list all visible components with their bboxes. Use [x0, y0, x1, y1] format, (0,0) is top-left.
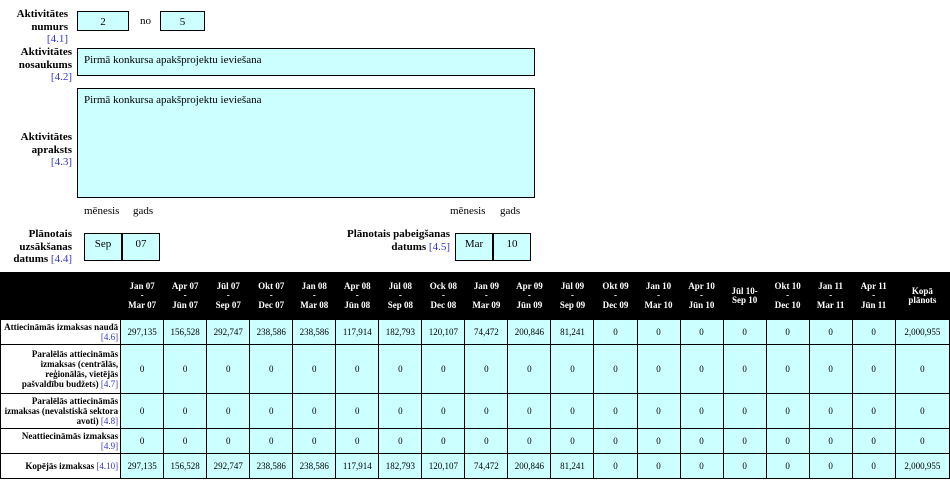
column-header: Apr 07 - Jūn 07 [164, 273, 207, 320]
activity-number-from-input[interactable]: 2 [77, 11, 129, 31]
activity-name-ref: [4.2] [50, 71, 72, 84]
table-cell[interactable]: 120,107 [422, 320, 465, 345]
table-cell[interactable]: 0 [508, 394, 551, 429]
activity-number-no-label: no [140, 15, 151, 27]
row-total-cell: 2,000,955 [895, 320, 949, 345]
column-header: Apr 10 - Jūn 10 [680, 273, 723, 320]
start-date-label-text: Plānotais uzsākšanas datums [13, 228, 72, 266]
table-cell[interactable]: 238,586 [250, 454, 293, 479]
column-header: Okt 07 - Dec 07 [250, 273, 293, 320]
table-cell[interactable]: 0 [723, 429, 766, 454]
column-header: Apr 11 - Jūn 11 [852, 273, 895, 320]
table-row [1, 320, 950, 345]
end-year-input[interactable]: 10 [493, 233, 531, 261]
table-cell[interactable]: 0 [594, 394, 637, 429]
table-cell[interactable]: 74,472 [465, 454, 508, 479]
column-header: Jūl 07 - Sep 07 [207, 273, 250, 320]
table-cell[interactable]: 0 [594, 320, 637, 345]
table-cell[interactable]: 0 [379, 345, 422, 394]
table-cell[interactable]: 0 [852, 345, 895, 394]
table-cell[interactable]: 0 [766, 320, 809, 345]
table-cell[interactable]: 0 [551, 429, 594, 454]
table-corner-cell [1, 273, 121, 320]
table-cell[interactable]: 0 [852, 454, 895, 479]
table-row [1, 429, 950, 454]
end-month-caption: mēnesis [450, 205, 486, 217]
table-cell[interactable]: 297,135 [121, 454, 164, 479]
table-cell[interactable]: 0 [637, 454, 680, 479]
table-cell[interactable]: 156,528 [164, 454, 207, 479]
end-date-ref: [4.5] [428, 240, 450, 253]
activity-name-input[interactable]: Pirmā konkursa apakšprojektu ieviešana [77, 48, 535, 76]
table-cell[interactable]: 0 [680, 429, 723, 454]
table-cell[interactable]: 0 [680, 454, 723, 479]
column-header: Apr 09 - Jūn 09 [508, 273, 551, 320]
table-cell[interactable]: 0 [594, 454, 637, 479]
table-cell[interactable]: 0 [336, 345, 379, 394]
table-cell[interactable]: 0 [852, 394, 895, 429]
start-month-caption: mēnesis [84, 205, 120, 217]
row-label: Paralēlās attiecināmās izmaksas (nevalstiskā sektora avoti) [4.8] [1, 394, 121, 429]
table-cell[interactable]: 0 [250, 394, 293, 429]
table-row [1, 345, 950, 394]
start-year-caption: gads [133, 205, 154, 217]
table-cell[interactable]: 0 [336, 429, 379, 454]
table-cell[interactable]: 0 [508, 345, 551, 394]
table-cell[interactable]: 0 [594, 345, 637, 394]
table-cell[interactable]: 0 [637, 429, 680, 454]
column-header: Jan 11 - Mar 11 [809, 273, 852, 320]
table-cell[interactable]: 0 [809, 345, 852, 394]
table-cell[interactable]: 0 [723, 320, 766, 345]
table-cell[interactable]: 0 [250, 429, 293, 454]
column-header: Ock 08 - Dec 08 [422, 273, 465, 320]
budget-table [0, 272, 950, 479]
table-cell[interactable]: 0 [766, 429, 809, 454]
budget-table-container [0, 272, 950, 479]
table-cell[interactable]: 200,846 [508, 454, 551, 479]
table-cell[interactable]: 292,747 [207, 320, 250, 345]
table-cell[interactable]: 0 [293, 394, 336, 429]
column-header: Jan 10 - Mar 10 [637, 273, 680, 320]
table-cell[interactable]: 74,472 [465, 320, 508, 345]
table-header-row [1, 273, 950, 320]
table-cell[interactable]: 81,241 [551, 320, 594, 345]
column-header: Jan 07 - Mar 07 [121, 273, 164, 320]
table-row [1, 394, 950, 429]
activity-number-ref: [4.1] [46, 33, 68, 46]
column-header: Okt 10 - Dec 10 [766, 273, 809, 320]
row-label: Attiecināmās izmaksas naudā [4.6] [1, 320, 121, 345]
column-header: Jūl 09 - Sep 09 [551, 273, 594, 320]
end-year-caption: gads [500, 205, 521, 217]
table-cell[interactable]: 0 [164, 345, 207, 394]
column-header: Apr 08 - Jūn 08 [336, 273, 379, 320]
row-label: Paralēlās attiecināmās izmaksas (centrālās, reģionālās, vietējās pašvaldību budžets) [4.7] [1, 345, 121, 394]
end-date-label [310, 228, 450, 253]
activity-description-label [8, 131, 72, 169]
column-header: Kopā plānots [895, 273, 949, 320]
table-cell[interactable]: 0 [207, 345, 250, 394]
table-cell[interactable]: 0 [121, 429, 164, 454]
table-cell[interactable]: 0 [723, 345, 766, 394]
end-month-input[interactable]: Mar [455, 233, 493, 261]
table-cell[interactable]: 156,528 [164, 320, 207, 345]
activity-name-label-text: Aktivitātes nosaukums [18, 46, 72, 71]
table-cell[interactable]: 0 [594, 429, 637, 454]
table-cell[interactable]: 0 [637, 320, 680, 345]
table-cell[interactable]: 0 [422, 394, 465, 429]
table-cell[interactable]: 0 [508, 429, 551, 454]
table-cell[interactable]: 238,586 [293, 454, 336, 479]
row-label: Kopējās izmaksas [4.10] [1, 454, 121, 479]
start-month-input[interactable]: Sep [84, 233, 122, 261]
activity-name-label [8, 46, 72, 84]
table-cell[interactable]: 0 [465, 345, 508, 394]
table-cell[interactable]: 200,846 [508, 320, 551, 345]
table-cell[interactable]: 0 [809, 394, 852, 429]
table-cell[interactable]: 182,793 [379, 454, 422, 479]
table-cell[interactable]: 0 [121, 345, 164, 394]
activity-number-label-text: Aktivitātes numurs [16, 8, 68, 33]
table-cell[interactable]: 0 [164, 394, 207, 429]
table-cell[interactable]: 120,107 [422, 454, 465, 479]
table-cell[interactable]: 238,586 [293, 320, 336, 345]
table-body [1, 320, 950, 479]
row-total-cell: 0 [895, 345, 949, 394]
activity-number-to-input[interactable]: 5 [160, 11, 205, 31]
table-cell[interactable]: 0 [379, 394, 422, 429]
table-cell[interactable]: 0 [637, 345, 680, 394]
start-date-ref: [4.4] [50, 253, 72, 266]
row-total-cell: 0 [895, 394, 949, 429]
activity-number-label [8, 8, 68, 46]
table-cell[interactable]: 117,914 [336, 454, 379, 479]
table-cell[interactable]: 117,914 [336, 320, 379, 345]
table-cell[interactable]: 0 [207, 429, 250, 454]
table-cell[interactable]: 0 [680, 320, 723, 345]
table-cell[interactable]: 0 [723, 454, 766, 479]
table-cell[interactable]: 0 [293, 429, 336, 454]
table-cell[interactable]: 0 [164, 429, 207, 454]
row-label: Neattiecināmās izmaksas [4.9] [1, 429, 121, 454]
table-cell[interactable]: 0 [422, 429, 465, 454]
table-cell[interactable]: 0 [551, 394, 594, 429]
activity-description-input[interactable]: Pirmā konkursa apakšprojektu ieviešana [77, 88, 535, 198]
row-total-cell: 0 [895, 429, 949, 454]
table-cell[interactable]: 0 [809, 454, 852, 479]
table-cell[interactable]: 297,135 [121, 320, 164, 345]
start-date-label [8, 228, 72, 266]
table-cell[interactable]: 0 [250, 345, 293, 394]
table-cell[interactable]: 0 [809, 320, 852, 345]
table-cell[interactable]: 0 [637, 394, 680, 429]
column-header: Okt 09 - Dec 09 [594, 273, 637, 320]
table-cell[interactable]: 0 [852, 429, 895, 454]
table-cell[interactable]: 0 [766, 394, 809, 429]
activity-description-ref: [4.3] [50, 156, 72, 169]
table-cell[interactable]: 0 [766, 454, 809, 479]
table-cell[interactable]: 0 [293, 345, 336, 394]
table-cell[interactable]: 0 [465, 429, 508, 454]
table-cell[interactable]: 0 [551, 345, 594, 394]
column-header: Jūl 10- Sep 10 [723, 273, 766, 320]
table-cell[interactable]: 0 [336, 394, 379, 429]
table-cell[interactable]: 0 [680, 394, 723, 429]
column-header: Jūl 08 - Sep 08 [379, 273, 422, 320]
start-year-input[interactable]: 07 [122, 233, 160, 261]
table-cell[interactable]: 238,586 [250, 320, 293, 345]
table-cell[interactable]: 0 [852, 320, 895, 345]
end-date-label-text: Plānotais pabeigšanas datums [347, 228, 450, 253]
table-cell[interactable]: 0 [207, 394, 250, 429]
table-cell[interactable]: 292,747 [207, 454, 250, 479]
column-header: Jan 09 - Mar 09 [465, 273, 508, 320]
table-cell[interactable]: 0 [723, 394, 766, 429]
table-row [1, 454, 950, 479]
table-cell[interactable]: 0 [465, 394, 508, 429]
column-header: Jan 08 - Mar 08 [293, 273, 336, 320]
row-total-cell: 2,000,955 [895, 454, 949, 479]
activity-description-label-text: Aktivitātes apraksts [20, 131, 72, 156]
table-cell[interactable]: 0 [422, 345, 465, 394]
table-cell[interactable]: 0 [809, 429, 852, 454]
table-cell[interactable]: 0 [121, 394, 164, 429]
table-cell[interactable]: 81,241 [551, 454, 594, 479]
table-cell[interactable]: 0 [379, 429, 422, 454]
table-cell[interactable]: 0 [766, 345, 809, 394]
table-cell[interactable]: 0 [680, 345, 723, 394]
table-cell[interactable]: 182,793 [379, 320, 422, 345]
